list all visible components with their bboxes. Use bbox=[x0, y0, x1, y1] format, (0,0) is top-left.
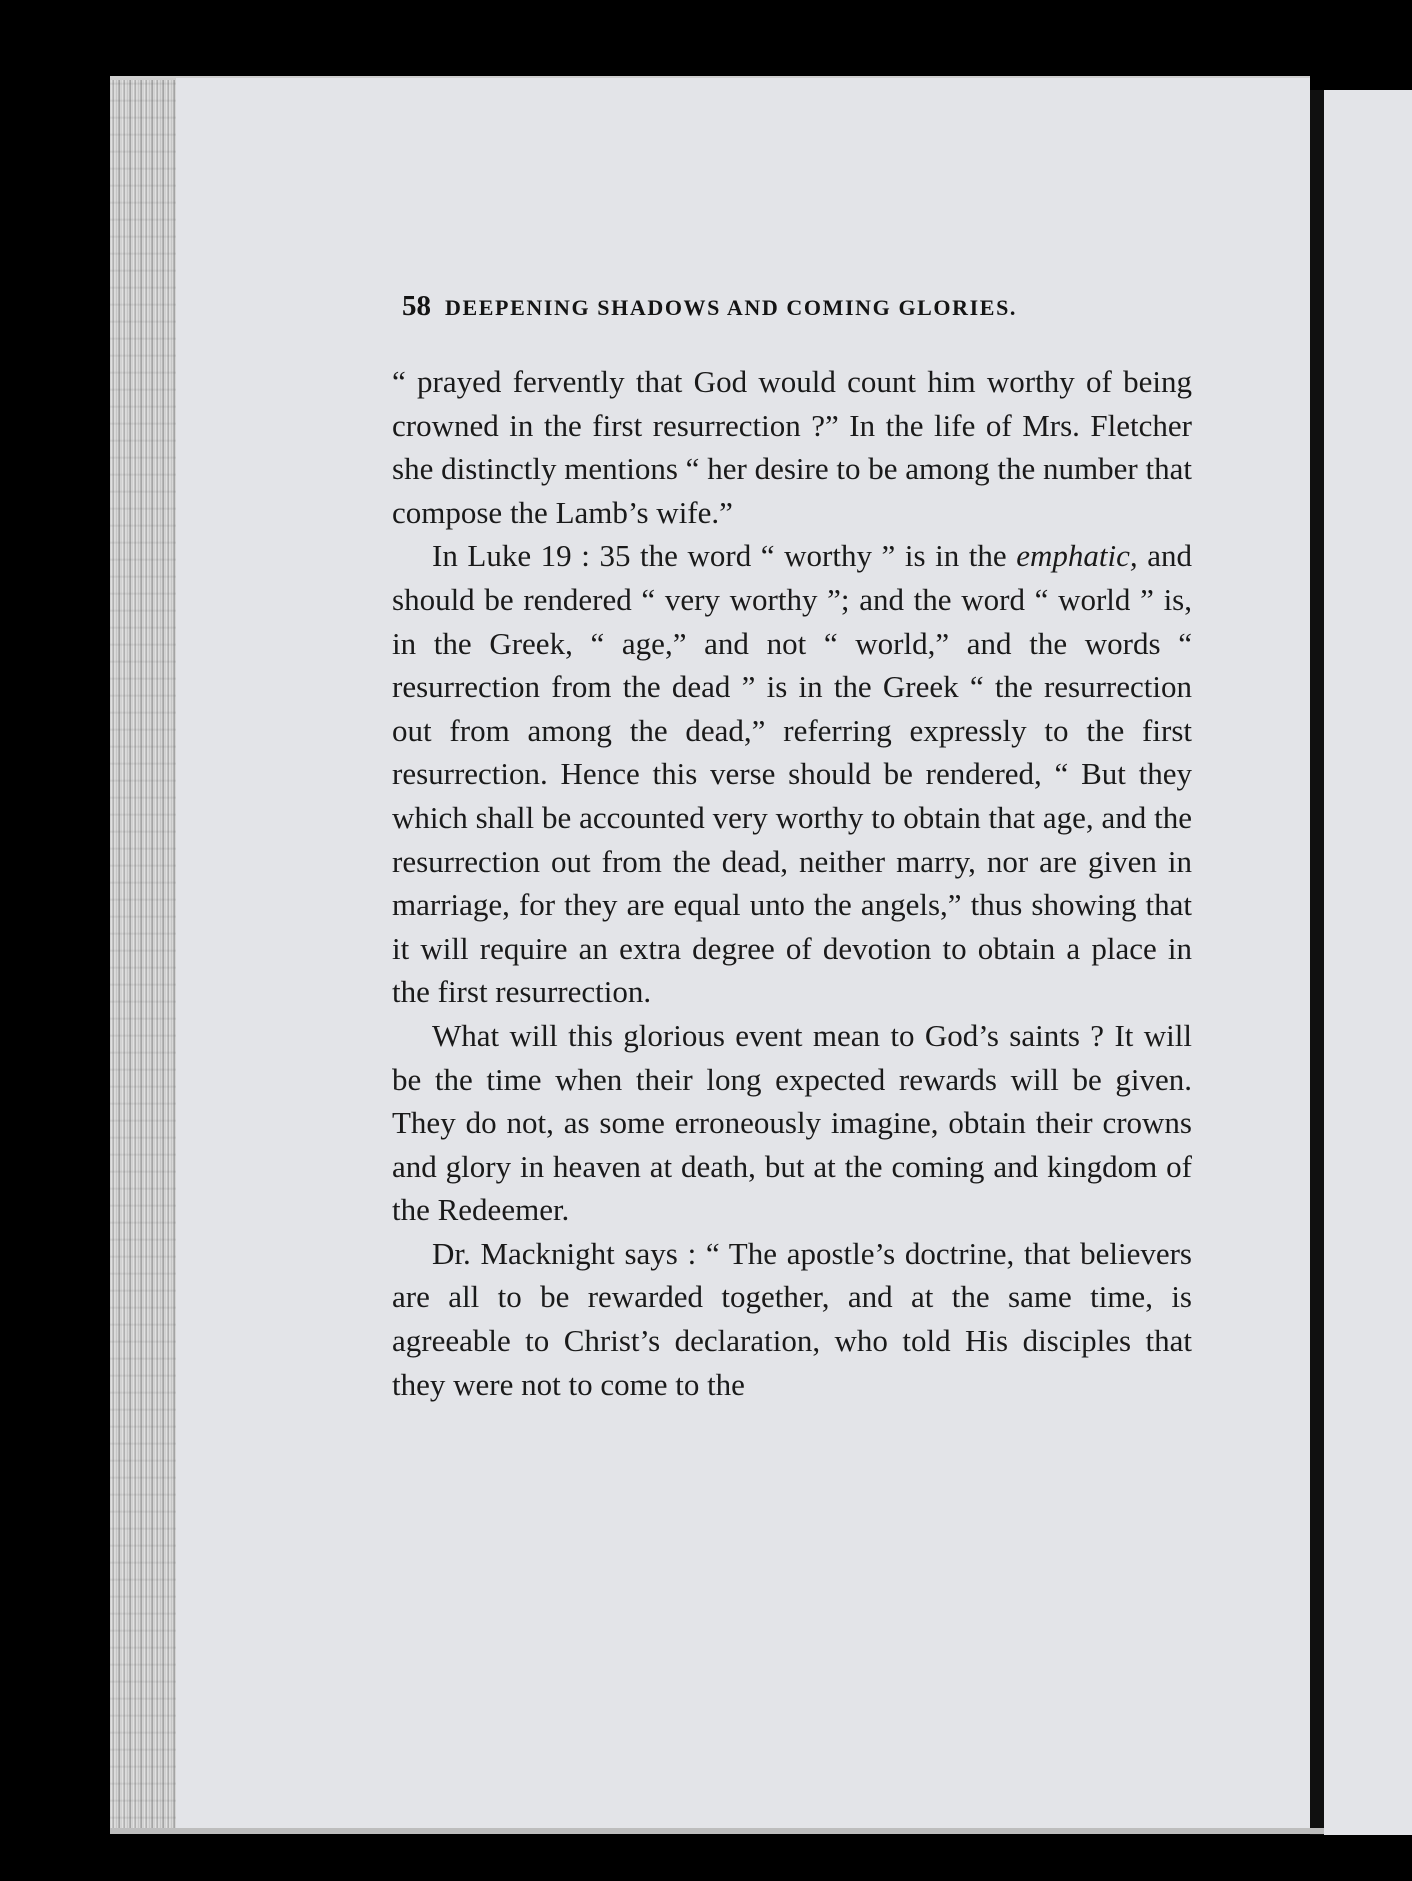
facing-page-strip bbox=[1324, 90, 1412, 1835]
gutter-shadow bbox=[1310, 90, 1324, 1835]
paragraph-4: Dr. Macknight says : “ The apostle’s doctrine, that believers are all to be rewarded together, and at the same time, is agreeable to Christ’s declaration, who told His disciples that they were not to come to the bbox=[392, 1235, 1192, 1402]
page-bottom-edge bbox=[110, 1828, 1324, 1834]
body-text bbox=[392, 360, 1192, 1406]
paragraph-1: “ prayed fervently that God would count him worthy of being crowned in the first resurrection ?” In the life of Mrs. Fletcher she distinctly mentions “ her desire to be among the number that compose the Lamb’s wife.” bbox=[392, 364, 1192, 530]
paragraph-3: What will this glorious event mean to God’s saints ? It will be the time when their long expected rewards will be given. They do not, as some erroneously imagine, obtain their crowns and glory in heaven at death, but at the coming and kingdom of the Redeemer. bbox=[392, 1017, 1192, 1228]
page-number: 58 bbox=[402, 290, 431, 322]
running-header bbox=[402, 290, 1142, 323]
paragraph-2 bbox=[392, 534, 1192, 1014]
book-title: DEEPENING SHADOWS AND COMING GLORIES. bbox=[445, 295, 1017, 320]
page-edges-binding bbox=[110, 78, 180, 1833]
paragraph-2-rest: and should be rendered “ very worthy ”; and the word “ world ” is, in the Greek, “ age,” and not “ world,” and the words “ resurrection from the dead ” is in the Greek “ the resurrection out from among the dead,” referring expressly to the first resurrection. Hence this verse should be rendered, “ But they which shall be accounted very worthy to obtain that age, and the resurrection out from the dead, neither marry, nor are given in marriage, for they are equal unto the angels,” thus showing that it will require an extra degree of devotion to obtain a place in the first resurrection. bbox=[392, 538, 1192, 1010]
paragraph-2-start: In Luke 19 : 35 the word “ worthy ” is in the bbox=[432, 538, 1017, 574]
emphasis-word: emphatic, bbox=[1016, 538, 1138, 574]
